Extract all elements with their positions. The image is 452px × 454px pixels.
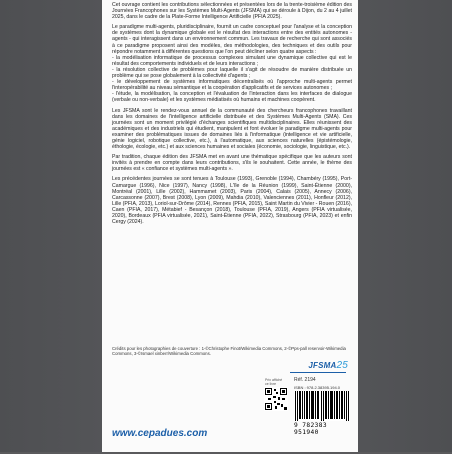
qr-code-icon bbox=[264, 387, 288, 411]
jfsma-logo-number: 25 bbox=[336, 360, 348, 371]
barcode-icon bbox=[294, 391, 350, 421]
text-paragraph: Le paradigme multi-agents, pluridisciplinaire, fournit un cadre conceptuel pour l'analyse et la conception de systèmes dont la dynamique globale est le résultat des interactions entre des entités autonomes - agents - qui interagissent dans un environnement commun. Les travaux de recherche qui sont associés à ce paradigme proposent ainsi des modèles, des méthodologies, des techniques et des outils pour répondre notamment à différentes questions que l'on peut décliner selon quatre aspects : bbox=[112, 24, 352, 55]
jfsma-logo-text: JFSMA bbox=[308, 361, 337, 370]
text-paragraph: - le développement de systèmes informatiques décentralisés où l'approche multi-agents permet l'interopérabilité au niveau sémantique et la coopération d'applicatifs et de services autonomes ; bbox=[112, 79, 352, 92]
text-paragraph: - l'étude, la modélisation, la conception et l'évaluation de l'interaction dans les interfaces de dialogue (verbale ou non-verbale) et les systèmes médiatisés où humains et machines coopèrent. bbox=[112, 91, 352, 104]
isbn: ISBN : 978.2.38395.194.0 bbox=[294, 385, 341, 390]
price-label: Prix affiché ce livre bbox=[265, 378, 283, 386]
text-paragraph: - la modélisation informatique de processus complexes simulant une dynamique collective qui est le résultat des comportements individuels et de leurs interactions ; bbox=[112, 54, 352, 67]
text-paragraph: Par tradition, chaque édition des JFSMA met en avant une thématique spécifique que les auteurs sont invités à prendre en compte dans leurs contributions, s'ils le souhaitent. Cette année, le thème des journées est « confiance et systèmes multi-agents ». bbox=[112, 154, 352, 173]
text-paragraph: Les précédentes journées se sont tenues à Toulouse (1993), Grenoble (1994), Chambéry (1995), Port-Camargue (1996), Nice (1997), Nancy (1998), L'île de la Réunion (1999), Saint-Étienne (2000), Montréal (2001), Lille (2002), Hammamet (2003), Paris (2004), Calais (2005), Annecy (2006), Carcassonne (2007), Brest (2008), Lyon (2009), Mahdia (2010), Valenciennes (2011), Honfleur (2012), Lille (PFIA, 2013), Loriol-sur-Drôme (2014), Rennes (PFIA, 2015), Saint Martin du Vivier - Rouen (2016), Caen (PFIA, 2017), Métabief - Besançon (2018), Toulouse (PFIA, 2019), Angers (PFIA virtualisée, 2020), Bordeaux (PFIA virtualisée, 2021), Saint-Étienne (PFIA, 2022), Strasbourg (PFIA, 2023) et enfin Cergy (2024). bbox=[112, 176, 352, 226]
publisher-website[interactable]: www.cepadues.com bbox=[112, 428, 208, 439]
barcode-number: 9 782383 951940 bbox=[294, 422, 328, 436]
jfsma-logo bbox=[308, 360, 348, 371]
text-paragraph: - la résolution collective de problèmes pour laquelle il s'agit de résoudre de manière distribuée un problème qui se pose globalement à la collectivité d'agents ; bbox=[112, 66, 352, 80]
reference-number: Réf. 2194 bbox=[294, 377, 316, 383]
photo-credits: Crédits pour les photographies de couverture : 1-©Christophe Finot/Wikimedia Commons, 2-©Pps-pall reservoir-Wikimedia Commons, 3-©Ismael xinberr/Wikimedia Commons. bbox=[112, 346, 346, 357]
logo-underline bbox=[290, 372, 346, 373]
text-paragraph: Cet ouvrage contient les contributions sélectionnées et présentées lors de la trente-troisième édition des Journées Francophones sur les Systèmes Multi-Agents (JFSMA) qui se déroule à Dijon, du 2 au 4 juillet 2025, dans le cadre de la Plate-Forme Intelligence Artificielle (PFIA 2025). bbox=[112, 2, 352, 21]
text-paragraph: Les JFSMA sont le rendez-vous annuel de la communauté des chercheurs francophones travaillant dans les domaines de l'intelligence artificielle distribuée et des Systèmes Multi-Agents (SMA). Ces journées sont un moment privilégié d'échanges scientifiques multidisciplinaires. Elles réunissent des académiques et des industriels qui étudient, manipulent et font évoluer le paradigme multi-agents pour examiner des problématiques issues de domaines liés à l'informatique (intelligence et vie artificielle, génie logiciel, robotique collective, etc.), à l'automatique, aux sciences naturelles (épistémologie, éthologie, écologie, etc.) et aux sciences humaines et sociales (économie, sociologie, linguistique, etc.). bbox=[112, 107, 352, 151]
